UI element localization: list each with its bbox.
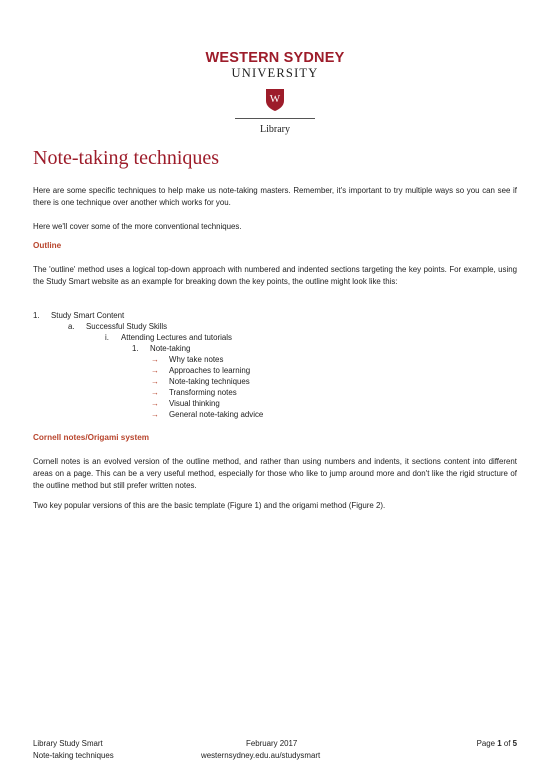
list-number: a.: [68, 322, 75, 331]
cornell-heading: Cornell notes/Origami system: [33, 433, 150, 442]
list-item: Approaches to learning: [169, 366, 251, 375]
list-item: Successful Study Skills: [86, 322, 168, 331]
arrow-icon: →: [151, 388, 159, 397]
arrow-icon: →: [151, 399, 159, 408]
list-item: Note-taking: [150, 344, 191, 353]
page-label: Page: [476, 739, 496, 748]
page-title: Note-taking techniques: [33, 147, 220, 169]
shield-icon: [265, 88, 285, 112]
page-of: of: [503, 739, 511, 748]
list-number: i.: [105, 333, 109, 342]
org-name-line1: WESTERN SYDNEY: [205, 50, 345, 66]
arrow-icon: →: [151, 377, 159, 386]
list-item: Transforming notes: [169, 388, 237, 397]
page-total: 5: [512, 739, 517, 748]
university-logo: [0, 50, 550, 135]
arrow-icon: →: [151, 355, 159, 364]
footer-url: westernsydney.edu.au/studysmart: [201, 751, 321, 760]
department-label: Library: [260, 124, 290, 135]
intro-paragraph: Here are some specific techniques to help make us note-taking masters. Remember, it's important to try multiple ways so you can see if there is one technique over another which works for you.: [33, 186, 517, 207]
list-item: Note-taking techniques: [169, 377, 250, 386]
logo-divider: [235, 118, 315, 119]
list-item: Visual thinking: [169, 399, 220, 408]
org-name-line2: UNIVERSITY: [231, 66, 319, 80]
list-number: 1.: [33, 311, 40, 320]
outline-paragraph: The 'outline' method uses a logical top-down approach with numbered and indented sections targeting the key points. For example, using the Study Smart website as an example for breaking down the key points, the outline might look like this:: [33, 265, 517, 286]
list-item: Attending Lectures and tutorials: [121, 333, 232, 342]
list-item: Study Smart Content: [51, 311, 125, 320]
intro-paragraph-2: Here we'll cover some of the more conventional techniques.: [33, 222, 242, 231]
cornell-paragraph: Cornell notes is an evolved version of the outline method, and rather than using numbers and indents, it sections content into different areas on a page. This can be a very useful method, especially for those who like to jump around more and don't like the rigid structure of the outline method but still prefer written notes.: [33, 457, 517, 490]
list-item: General note-taking advice: [169, 410, 264, 419]
page-current: 1: [497, 739, 502, 748]
page-number: [477, 738, 517, 750]
shield-letter: W: [269, 93, 281, 105]
cornell-paragraph-2: Two key popular versions of this are the basic template (Figure 1) and the origami method (Figure 2).: [33, 501, 386, 510]
footer-left-line2: Note-taking techniques: [33, 751, 114, 760]
list-item: Why take notes: [169, 355, 224, 364]
list-number: 1.: [132, 344, 139, 353]
footer-date: February 2017: [246, 739, 298, 748]
arrow-icon: →: [151, 366, 159, 375]
footer-left-line1: Library Study Smart: [33, 739, 103, 748]
outline-heading: Outline: [33, 241, 62, 250]
arrow-icon: →: [151, 410, 159, 419]
